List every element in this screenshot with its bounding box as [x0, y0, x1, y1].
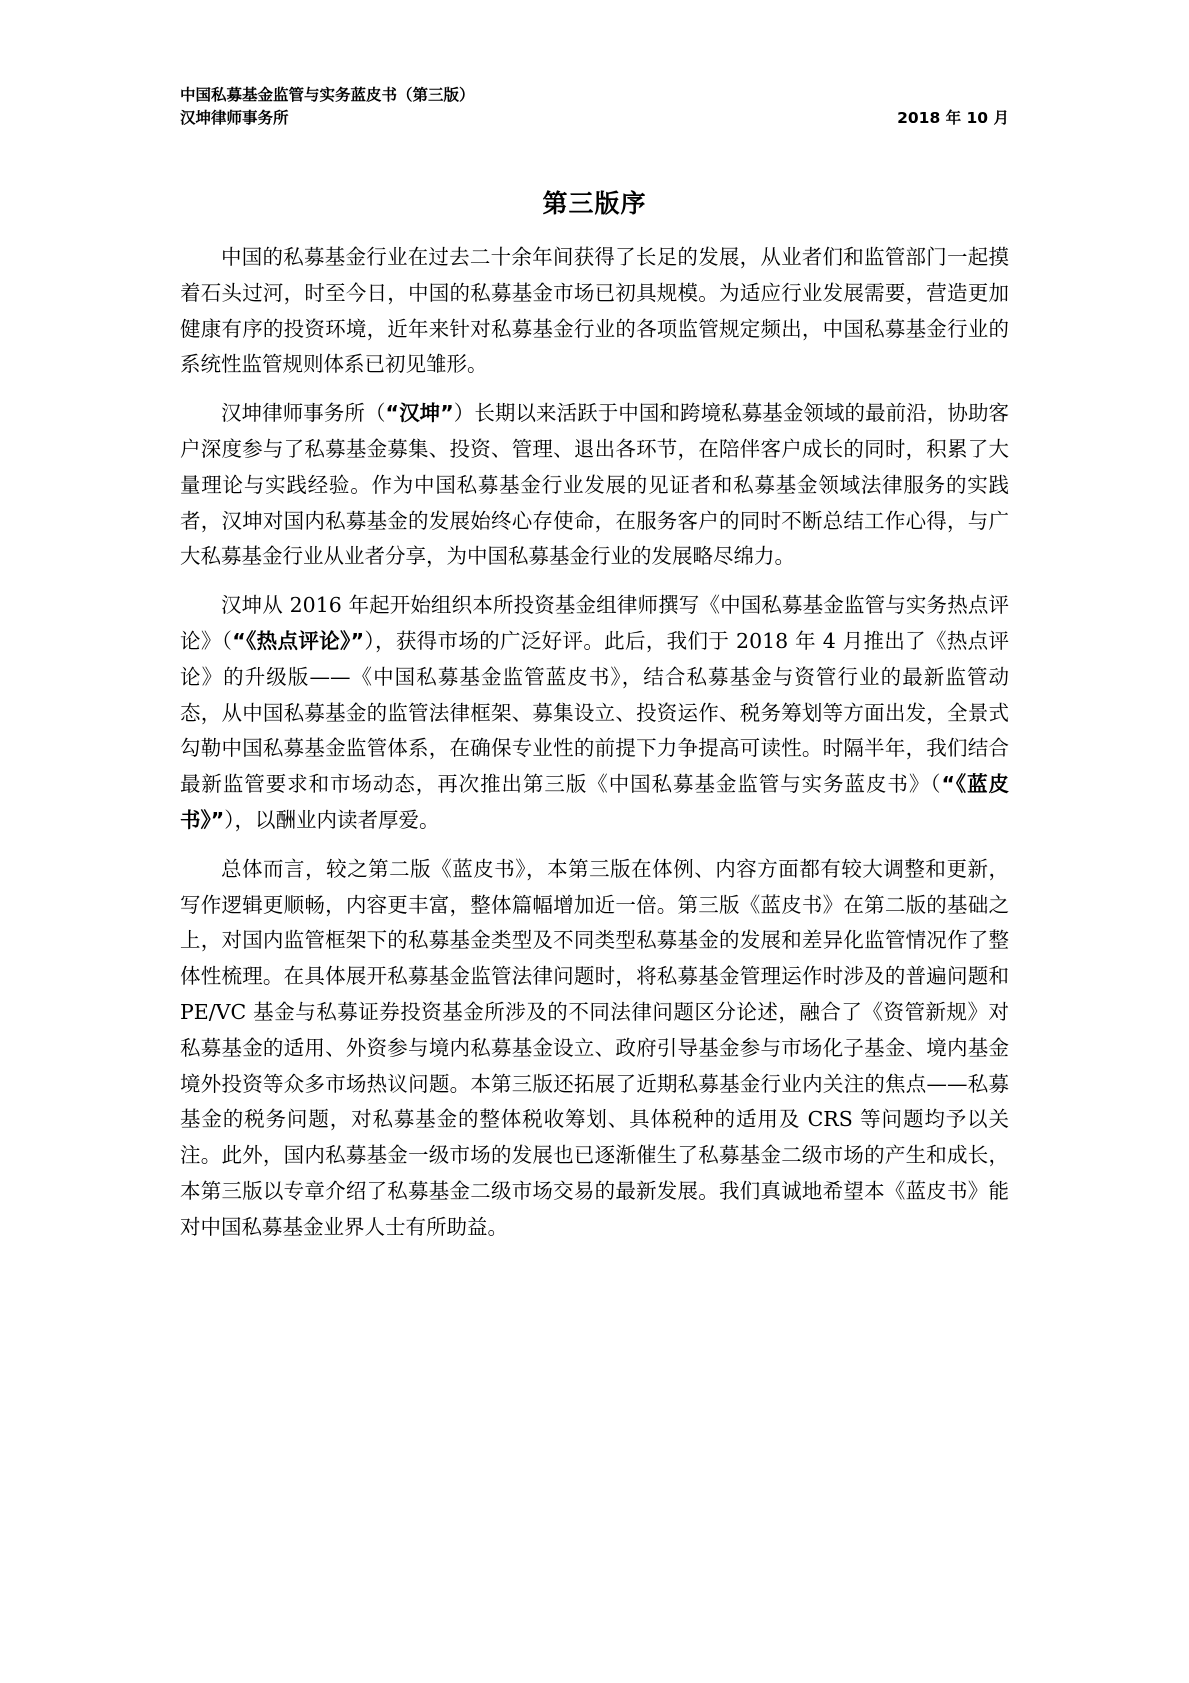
document-body: [180, 240, 1009, 1259]
header-firm-name: 汉坤律师事务所: [180, 109, 289, 127]
header-book-title: 中国私募基金监管与实务蓝皮书（第三版）: [180, 86, 475, 104]
paragraph-2: [180, 396, 1009, 575]
paragraph-4: [180, 852, 1009, 1246]
paragraph-1-text: 中国的私募基金行业在过去二十余年间获得了长足的发展，从业者们和监管部门一起摸着石头过河，时至今日，中国的私募基金市场已初具规模。为适应行业发展需要，营造更加健康有序的投资环境，近年来针对私募基金行业的各项监管规定频出，中国私募基金行业的系统性监管规则体系已初见雏形。: [180, 245, 1009, 377]
paragraph-3-bold-term-2: “《蓝皮书》”: [180, 772, 1010, 832]
paragraph-3-text-c: ），获得市场的广泛好评。此后，我们于 2018 年 4 月推出了《热点评论》的升级版——《中国私募基金监管蓝皮书》，结合私募基金与资管行业的最新监管动态，从中国私募基金的监管法律框架、募集设立、投资运作、税务筹划等方面出发，全景式勾勒中国私募基金监管体系，在确保专业性的前提下力争提高可读性。时隔半年，我们结合最新监管要求和市场动态，再次推出第三版《中国私募基金监管与实务蓝皮书》（: [180, 628, 1009, 797]
paragraph-3-text-a: 汉坤从 2016 年起开始组织本所投资基金组律师撰写《中国私募基金监管与实务热点评论》（: [180, 593, 1009, 653]
page-header: [180, 84, 1009, 130]
paragraph-3-bold-term-1: “《热点评论》”: [232, 628, 365, 653]
header-top-row: [180, 84, 1009, 107]
paragraph-2-text-c: ）长期以来活跃于中国和跨境私募基金领域的最前沿，协助客户深度参与了私募基金募集、投资、管理、退出各环节，在陪伴客户成长的同时，积累了大量理论与实践经验。作为中国私募基金行业发展的见证者和私募基金领域法律服务的实践者，汉坤对国内私募基金的发展始终心存使命，在服务客户的同时不断总结工作心得，与广大私募基金行业从业者分享，为中国私募基金行业的发展略尽绵力。: [180, 401, 1010, 569]
header-bottom-row: [180, 107, 1009, 130]
paragraph-2-bold-term: “汉坤”: [385, 401, 454, 426]
paragraph-4-text: 总体而言，较之第二版《蓝皮书》，本第三版在体例、内容方面都有较大调整和更新，写作逻辑更顺畅，内容更丰富，整体篇幅增加近一倍。第三版《蓝皮书》在第二版的基础之上，对国内监管框架下的私募基金类型及不同类型私募基金的发展和差异化监管情况作了整体性梳理。在具体展开私募基金监管法律问题时，将私募基金管理运作时涉及的普遍问题和 PE/VC 基金与私募证券投资基金所涉及的不同法律问题区分论述，融合了《资管新规》对私募基金的适用、外资参与境内私募基金设立、政府引导基金参与市场化子基金、境内基金境外投资等众多市场热议问题。本第三版还拓展了近期私募基金行业内关注的焦点——私募基金的税务问题，对私募基金的整体税收筹划、具体税种的适用及 CRS 等问题均予以关注。此外，国内私募基金一级市场的发展也已逐渐催生了私募基金二级市场的产生和成长，本第三版以专章介绍了私募基金二级市场交易的最新发展。我们真诚地希望本《蓝皮书》能对中国私募基金业界人士有所助益。: [180, 856, 1009, 1239]
paragraph-2-text-a: 汉坤律师事务所（: [221, 401, 386, 426]
header-date: 2018 年 10 月: [897, 109, 1009, 127]
page-title: 第三版序: [542, 189, 647, 218]
paragraph-3-text-e: ），以酬业内读者厚爱。: [224, 807, 440, 832]
paragraph-3: [180, 588, 1009, 839]
paragraph-1: [180, 240, 1009, 383]
